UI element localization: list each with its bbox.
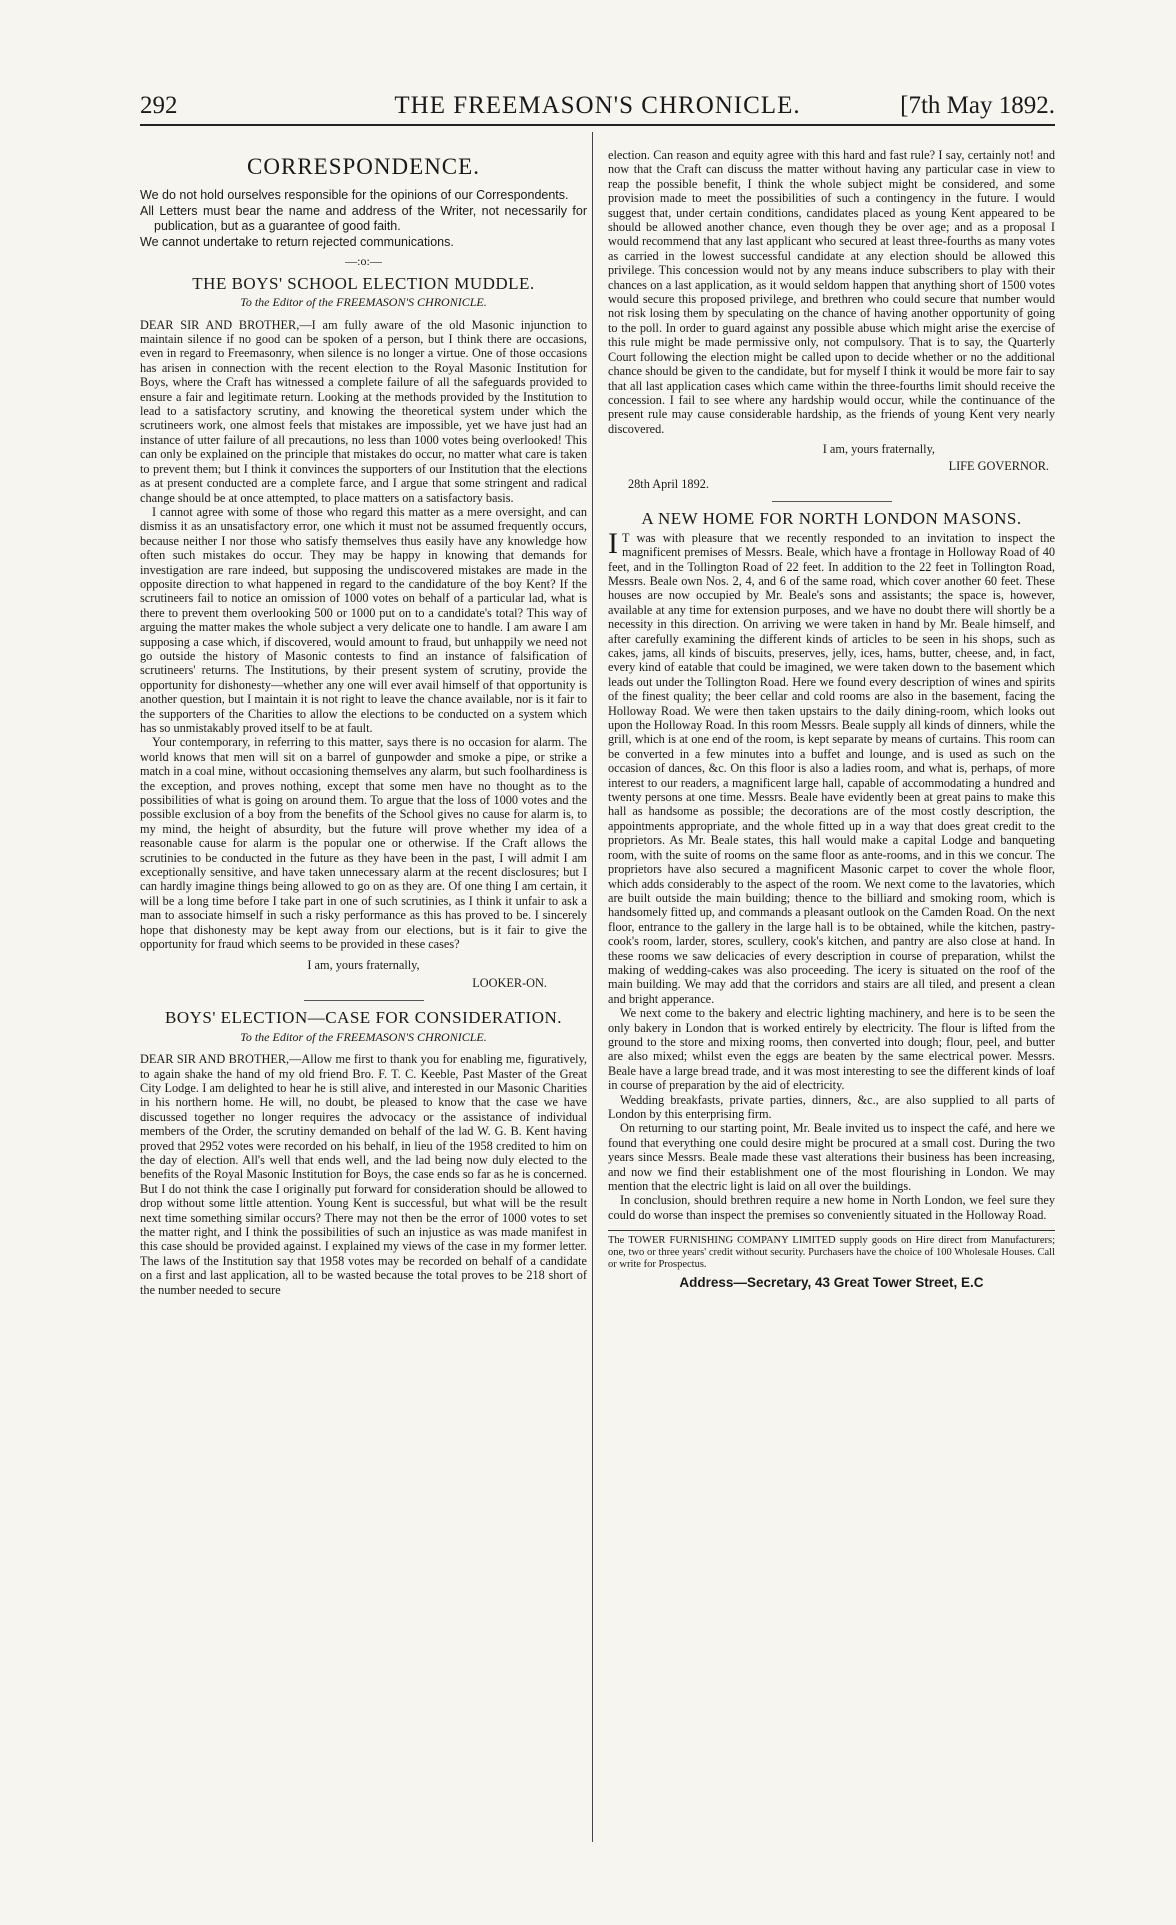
letter-date: 28th April 1892. <box>628 476 709 491</box>
correspondence-heading: CORRESPONDENCE. <box>247 154 480 179</box>
page-number: 292 <box>140 92 178 119</box>
notice: We cannot undertake to return rejected communications. <box>140 235 454 250</box>
notice: We do not hold ourselves responsible for the opinions of our Correspondents. <box>140 188 569 203</box>
page-header <box>140 92 1055 132</box>
letter-closing: I am, yours fraternally, <box>822 442 935 457</box>
letter-closing: I am, yours fraternally, <box>307 957 420 972</box>
to-editor-line: To the Editor of the FREEMASON'S CHRONICLE. <box>240 1029 487 1044</box>
left-column <box>140 148 587 1297</box>
salutation: DEAR SIR AND BROTHER,— <box>140 317 312 332</box>
header-rule <box>140 124 1055 126</box>
advertisement-address: Address—Secretary, 43 Great Tower Street, E.C <box>679 1275 984 1291</box>
article-title: THE BOYS' SCHOOL ELECTION MUDDLE. <box>192 273 535 293</box>
issue-date: [7th May 1892. <box>900 92 1055 119</box>
section-divider: —:o:— <box>345 254 382 269</box>
notice: All Letters must bear the name and address of the Writer, not necessarily for publication, but as a guarantee of good faith. <box>140 204 587 234</box>
letter-paragraph: Your contemporary, in referring to this matter, says there is no occasion for alarm. The world knows that men will sit on a barrel of gunpowder and smoke a pipe, or strike a match in a coal mine, without occasioning themselves any alarm, but such foolhardiness is the exception, and proves nothing, except that some men have no thought as to the possibilities of what is going on around them. To argue that the loss of 1000 votes and the possible exclusion of a boy from the benefits of the School gives no cause for alarm is, to my mind, the height of absurdity, but the future will prove whether my idea of a reasonable cause for alarm is the popular one or otherwise. If the Craft allows the scrutinies to be conducted in the future as they have been in the past, I will admit I am exceptionally sensitive, and have taken unnecessary alarm at the recent disclosures; but I can hardly imagine things being allowed to go on as they are. Of one thing I am certain, it will be a long time before I take part in one of such scrutinies, as I think it unfair to ask a man to associate himself in such a risky performance as this has proved to be. I sincerely hope that dishonesty may be kept away from our elections, but is it fair to give the opportunity for fraud which seems to be provided in these cases? <box>140 735 587 952</box>
article-paragraph: On returning to our starting point, Mr. Beale invited us to inspect the café, and here we found that everything one could desire might be procured at a small cost. During the two years since Messrs. Beale made these vast alterations their business has been increasing, and now we find their establishment one of the most flourishing in London. We may mention that the electric light is laid on all over the buildings. <box>608 1121 1055 1194</box>
letter-paragraph: election. Can reason and equity agree with this hard and fast rule? I say, certainly not! and now that the Craft can discuss the matter without having any particular case in view to reap the possible benefit, I think the whole subject might be considered, and some provision made to meet the possibilities of such a contingency in the future. I would suggest that, under certain conditions, candidates placed as young Kent appeared to be should be allowed another chance, even though they be over age; and as a proposal I would recommend that any last applicant who secured at least three-fourths as many votes as carried in the lowest successful candidate at any election should be allowed this privilege. This concession would not by any means induce subscribers to play with their chances on a last application, as it would seldom happen that anything short of 1500 votes would secure this proposed privilege, and brethren who could secure that number would not risk losing them by speculating on the chance of having another opportunity of going to the poll. In order to guard against any possible abuse which might arise the exercise of this rule might be made permissive only, not compulsory. That is to say, the Quarterly Court following the election might be called upon to decide whether or no the additional chance should be given to the candidate, but for myself I think it would be more fair to say that all last application cases which came within the three-fourths limit should receive the concession. I fail to see where any hardship would occur, while the continuance of the present rule may cause considerable hardship, as the friends of young Kent very nearly discovered. <box>608 148 1055 436</box>
letter-signer: LOOKER-ON. <box>472 975 547 990</box>
advertisement-text: The TOWER FURNISHING COMPANY LIMITED supply goods on Hire direct from Manufacturers; one, two or three years' credit without security. Purchasers have the choice of 100 Wholesale Houses. Call or write for Prospectus. <box>608 1235 1055 1271</box>
article-title: BOYS' ELECTION—CASE FOR CONSIDERATION. <box>164 1008 563 1028</box>
letter-signer: LIFE GOVERNOR. <box>948 458 1049 473</box>
article-separator <box>304 1000 424 1001</box>
article-paragraph: In conclusion, should brethren require a new home in North London, we feel sure they could do worse than inspect the premises so conveniently situated in the Holloway Road. <box>608 1193 1055 1222</box>
letter-paragraph: DEAR SIR AND BROTHER,—Allow me first to thank you for enabling me, figuratively, to again shake the hand of my old friend Bro. F. T. C. Keeble, Past Master of the Great City Lodge. I am delighted to hear he is still alive, and interested in our Masonic Charities in his northern home. He will, no doubt, be pleased to know that the case we have discussed together no longer requires the advocacy or the assistance of individual members of the Order, the scrutiny demanded on behalf of the lad W. G. B. Kent having proved that 2952 votes were recorded on his behalf, in lieu of the 1958 credited to him on the day of election. All's well that ends well, and the lad being now duly elected to the benefits of the Royal Masonic Institution for Boys, the case ends so far as he is concerned. But I do not think the case I originally put forward for consideration should be allowed to drop without some little attention. Young Kent is successful, but what will be the result next time something similar occurs? There may not then be the error of 1000 votes to set the matter right, and I think the possibilities of such an injustice as was made manifest in this case should be provided against. I explained my views of the case in my former letter. The laws of the Institution say that 1958 votes may be recorded on behalf of a candidate on a first and last application, all to be wasted because the total proves to be 218 short of the number needed to secure <box>140 1052 587 1297</box>
article-separator <box>772 501 892 502</box>
article-paragraph: I T was with pleasure that we recently responded to an invitation to inspect the magnificent premises of Messrs. Beale, which have a frontage in Holloway Road of 40 feet, and in the Tollington Road of 22 feet. In addition to the 22 feet in Tollington Road, Messrs. Beale own Nos. 2, 4, and 6 of the same road, which cover another 60 feet. These houses are now occupied by Mr. Beale's sons and assistants; the space is, however, available at any time for extension purposes, and we have no doubt there will shortly be a necessity in this direction. On arriving we were taken in hand by Mr. Beale himself, and after carefully examining the different kinds of articles to be seen in his shops, such as cakes, jams, all kinds of biscuits, preserves, jelly, ices, hams, butter, cheese, and, in fact, every kind of eatable that could be imagined, we were taken down to the basement which leads out under the Tollington Road. Here we found every description of wines and spirits of the finest quality; the beer cellar and cold rooms are also in the basement, facing the Holloway Road. We were then taken upstairs to the daily dining-room, which looks out upon the Holloway Road. In this room Messrs. Beale supply all kinds of dinners, while the grill, which is at one end of the room, is kept separate by means of curtains. This room can be converted in a few minutes into a buffet and lounge, and is used as such on the occasion of dances, &c. On this floor is also a ladies room, and what is, perhaps, of more interest to our readers, a magnificent large hall, capable of accommodating a hundred and twenty persons at one time. Messrs. Beale have evidently been at great pains to make this hall as handsome as possible; the decorations are of the most costly description, the appointments appropriate, and the whole fitted up in a way that does great credit to the proprietors. As Mr. Beale states, this hall would make a capital Lodge and banqueting room, with the suite of rooms on the same floor as ante-rooms, and in this we concur. The proprietors have also secured a magnificent Masonic carpet to cover the whole floor, which adds considerably to the aspect of the room. We next come to the lavatories, which are built outside the main building; thence to the billiard and smoking room, which is handsomely fitted up, and commands a pleasant outlook on the Camden Road. On the next floor, entrance to the gallery in the large hall is to be obtained, while the kitchen, pastry-cook's room, larder, stores, scullery, cook's kitchen, and pantry are also close at hand. In these rooms we saw delicacies of every description in course of preparation, whilst the making of wedding-cakes was also proceeding. The icery is situated on the roof of the main building. We may add that the corridors and stairs are all tiled, and present a clean and bright apperance. <box>608 526 1055 1006</box>
right-column <box>608 148 1055 1289</box>
letter-paragraph: I cannot agree with some of those who regard this matter as a mere oversight, and can dismiss it as an unsatisfactory error, one which it must not be assumed frequently occurs, because neither I nor those who satisfy themselves thus easily have any knowledge how often such mistakes do occur. They may be happy in knowing that demands for investigation are rare indeed, but supposing the undiscovered mistakes are made in the opposite direction to what happened in regard to the candidature of the boy Kent? If the scrutineers fail to notice an omission of 1000 votes on behalf of a particular lad, what is there to prevent them overlooking 500 or 1000 put on to a candidate's total? This way of arguing the matter makes the whole subject a very delicate one to handle. I am aware I am supposing a case which, if discovered, would amount to fraud, but unhappily we need not go outside the history of Masonic contests to find an instance of falsification of scrutineers' returns. The Institutions, by their present system of scrutiny, provide the opportunity for dishonesty—whether any one will ever avail himself of that opportunity is another question, but I maintain it is not right to leave the chance available, nor is it fair to the supporters of the Charities to allow the elections to be conducted on a system which has so unmistakably proved itself to be at fault. <box>140 504 587 735</box>
drop-cap: I <box>608 526 618 560</box>
article-paragraph: Wedding breakfasts, private parties, dinners, &c., are also supplied to all parts of London by this enterprising firm. <box>608 1092 1055 1121</box>
advertisement <box>608 1230 1055 1289</box>
to-editor-line: To the Editor of the FREEMASON'S CHRONICLE. <box>240 295 487 310</box>
publication-title: THE FREEMASON'S CHRONICLE. <box>394 92 801 119</box>
article-title: A NEW HOME FOR NORTH LONDON MASONS. <box>641 509 1022 529</box>
salutation: DEAR SIR AND BROTHER,— <box>140 1052 302 1067</box>
letter-paragraph: DEAR SIR AND BROTHER,—I am fully aware of the old Masonic injunction to maintain silence if no good can be spoken of a person, but I think there are occasions, even in regard to Freemasonry, when silence is no longer a virtue. One of those occasions has arisen in connection with the recent election to the Royal Masonic Institution for Boys, where the Craft has witnessed a complete failure of all the safeguards provided to ensure a fair and legitimate return. Looking at the methods provided by the Institution to lead to a satisfactory scrutiny, and knowing the theoretical system under which the scrutineers work, one almost feels that mistakes are impossible, yet we have just had an instance of utter failure of all precautions, no less than 1000 votes being overlooked! This can only be explained on the principle that mistakes do occur, no matter what care is taken to prevent them; but I think it convinces the supporters of our Institution that the elections as at present conducted are a complete farce, and I argue that some stringent and radical change should be at once attempted, to place matters on a satisfactory basis. <box>140 317 587 505</box>
article-paragraph: We next come to the bakery and electric lighting machinery, and here is to be seen the only bakery in London that is worked entirely by electricity. The flour is lifted from the ground to the store and mixing rooms, then converted into dough; flour, peel, and butter are also mixed; whilst even the eggs are beaten by the same electrical power. Messrs. Beale have a large bread trade, and it was most interesting to see the different kinds of loaf in course of preparation by the aid of electricity. <box>608 1006 1055 1093</box>
column-divider <box>592 132 593 1842</box>
